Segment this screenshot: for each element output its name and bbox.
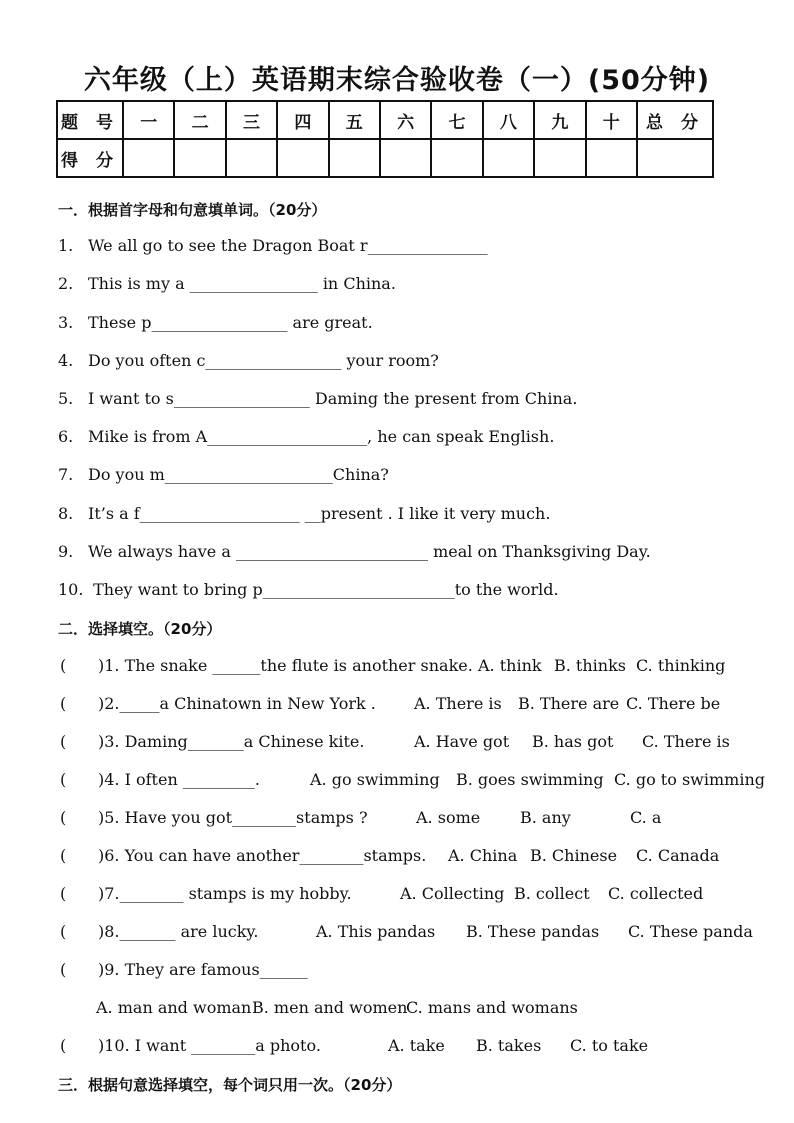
score-field[interactable] (586, 139, 637, 177)
score-field[interactable] (226, 139, 277, 177)
option-a: A. China (448, 846, 518, 865)
score-field[interactable] (534, 139, 585, 177)
answer-paren: ( (60, 770, 67, 789)
table-cell-label: 得 分 (57, 139, 123, 177)
score-field[interactable] (431, 139, 482, 177)
question-text: )3. Daming_______a Chinese kite. (98, 732, 365, 751)
list-item: 5. I want to s_________________ Daming the present from China. (58, 389, 578, 408)
option-b: B. has got (532, 732, 614, 751)
option-c: C. collected (608, 884, 704, 903)
option-a: A. Have got (414, 732, 510, 751)
table-cell: 九 (534, 101, 585, 139)
option-b: B. collect (514, 884, 590, 903)
option-b: B. any (520, 808, 571, 827)
table-cell: 六 (380, 101, 431, 139)
table-cell: 四 (277, 101, 328, 139)
table-cell: 七 (431, 101, 482, 139)
option-a: A. Collecting (400, 884, 505, 903)
score-table-header-row (57, 101, 713, 139)
table-cell: 二 (174, 101, 225, 139)
answer-paren: ( (60, 960, 67, 979)
score-table-score-row (57, 139, 713, 177)
question-text: )6. You can have another________stamps. (98, 846, 427, 865)
list-item: 9. We always have a ________________________ meal on Thanksgiving Day. (58, 542, 651, 561)
table-cell: 三 (226, 101, 277, 139)
option-c: C. There be (626, 694, 721, 713)
score-field[interactable] (123, 139, 174, 177)
list-item: 8. It’s a f____________________ __present . I like it very much. (58, 504, 551, 523)
list-item: 6. Mike is from A____________________, he can speak English. (58, 427, 555, 446)
score-field[interactable] (329, 139, 380, 177)
option-b: B. These pandas (466, 922, 600, 941)
list-item: 3. These p_________________ are great. (58, 313, 373, 332)
question-text: )10. I want ________a photo. (98, 1036, 321, 1055)
question-text: )1. The snake ______the flute is another snake. (98, 656, 473, 675)
question-text: )7.________ stamps is my hobby. (98, 884, 352, 903)
answer-paren: ( (60, 846, 67, 865)
score-field[interactable] (277, 139, 328, 177)
answer-paren: ( (60, 732, 67, 751)
section-heading: 二．选择填空。（20分） (58, 620, 222, 638)
option-c: C. mans and womans (406, 998, 578, 1017)
answer-paren: ( (60, 808, 67, 827)
option-a: A. think (478, 656, 542, 675)
list-item: 2. This is my a ________________ in China. (58, 274, 396, 293)
option-a: A. some (416, 808, 481, 827)
table-cell-total: 总 分 (637, 101, 713, 139)
option-a: A. go swimming (310, 770, 440, 789)
option-c: C. These panda (628, 922, 753, 941)
score-field[interactable] (174, 139, 225, 177)
question-text: )2._____a Chinatown in New York . (98, 694, 376, 713)
option-c: C. a (630, 808, 662, 827)
score-field[interactable] (483, 139, 534, 177)
question-text: )4. I often _________. (98, 770, 260, 789)
option-c: C. to take (570, 1036, 649, 1055)
option-c: C. There is (642, 732, 730, 751)
option-c: C. go to swimming (614, 770, 765, 789)
score-field-total[interactable] (637, 139, 713, 177)
score-field[interactable] (380, 139, 431, 177)
answer-paren: ( (60, 922, 67, 941)
list-item: 10. They want to bring p________________________to the world. (58, 580, 559, 599)
option-c: C. thinking (636, 656, 726, 675)
list-item: 4. Do you often c_________________ your room? (58, 351, 439, 370)
section-heading: 一．根据首字母和句意填单词。（20分） (58, 201, 327, 219)
option-a: A. There is (414, 694, 502, 713)
table-cell: 一 (123, 101, 174, 139)
option-b: B. thinks (554, 656, 626, 675)
page-title: 六年级（上）英语期末综合验收卷（一）(50分钟) (83, 65, 711, 96)
option-b: B. goes swimming (456, 770, 604, 789)
table-cell-label: 题 号 (57, 101, 123, 139)
section-heading: 三．根据句意选择填空，每个词只用一次。（20分） (58, 1076, 402, 1094)
option-b: B. Chinese (530, 846, 618, 865)
list-item: 7. Do you m_____________________China? (58, 465, 389, 484)
table-cell: 八 (483, 101, 534, 139)
table-cell: 五 (329, 101, 380, 139)
answer-paren: ( (60, 694, 67, 713)
option-b: B. takes (476, 1036, 542, 1055)
table-cell: 十 (586, 101, 637, 139)
option-b: B. men and women (252, 998, 408, 1017)
question-text: )5. Have you got________stamps ? (98, 808, 368, 827)
score-table (56, 100, 714, 178)
option-a: A. This pandas (316, 922, 436, 941)
option-b: B. There are (518, 694, 620, 713)
option-a: A. man and woman (96, 998, 252, 1017)
answer-paren: ( (60, 656, 67, 675)
question-text: )8._______ are lucky. (98, 922, 259, 941)
question-text: )9. They are famous______ (98, 960, 308, 979)
answer-paren: ( (60, 1036, 67, 1055)
list-item: 1. We all go to see the Dragon Boat r_______________ (58, 236, 488, 255)
option-a: A. take (388, 1036, 445, 1055)
answer-paren: ( (60, 884, 67, 903)
option-c: C. Canada (636, 846, 720, 865)
